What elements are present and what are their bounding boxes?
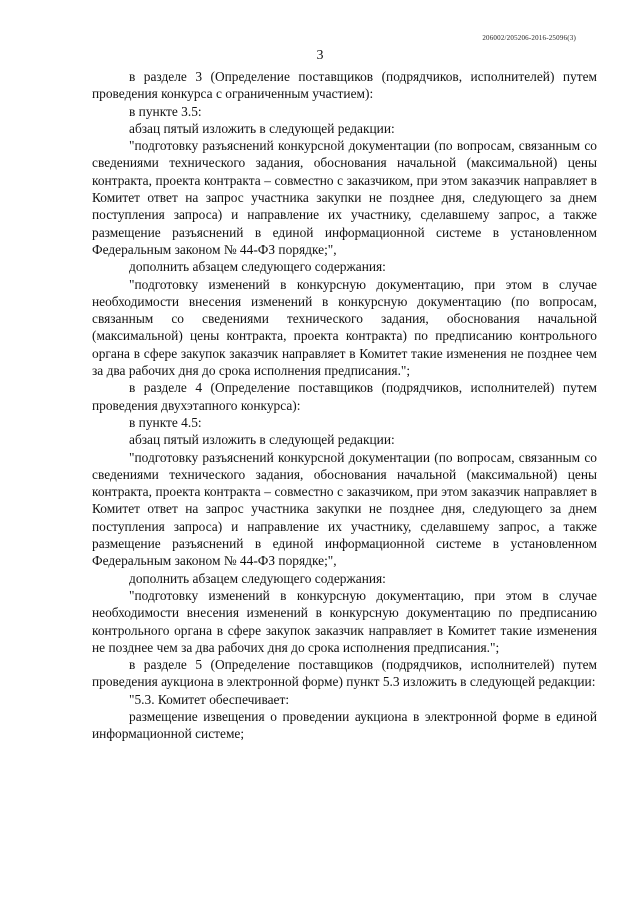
paragraph-clarifications-quote: "подготовку разъяснений конкурсной документации (по вопросам, связанным со сведениями технического задания, обоснования начальной (максимальной) цены контракта, проекта контракта – совместно с заказчиком, при этом заказчик направляет в Комитет ответ на запрос участника закупки не позднее дня, следующего за днем поступления запроса) и направление их участнику, сделавшему запрос, а также размещение разъяснений в единой информационной системе в установленном Федеральным законом № 44-ФЗ порядке;", bbox=[92, 138, 597, 257]
paragraph-changes-quote-2: "подготовку изменений в конкурсную документацию, при этом в случае необходимости внесения изменений в конкурсную документацию по предписанию контрольного органа в сфере закупок заказчик направляет в Комитет такие изменения не позднее чем за два рабочих дня до срока исполнения предписания."; bbox=[92, 587, 597, 655]
paragraph-section-4-intro: в разделе 4 (Определение поставщиков (подрядчиков, исполнителей) путем проведения двухэтапного конкурса): bbox=[92, 380, 597, 413]
document-body bbox=[92, 68, 597, 743]
paragraph-changes-quote: "подготовку изменений в конкурсную документацию, при этом в случае необходимости внесения изменений в конкурсную документацию (по вопросам, связанным со сведениями технического задания, обоснования начальной (максимальной) цены контракта, проекта контракта) по предписанию контрольного органа в сфере закупок заказчик направляет в Комитет такие изменения не позднее чем за два рабочих дня до срока исполнения предписания."; bbox=[92, 276, 597, 379]
paragraph-point-3-5: в пункте 3.5: bbox=[129, 103, 202, 119]
paragraph-add-abzac-2: дополнить абзацем следующего содержания: bbox=[129, 570, 386, 586]
paragraph-abzac-5-edit-2: абзац пятый изложить в следующей редакции: bbox=[129, 432, 395, 448]
document-id: 206002/205206-2016-25096(3) bbox=[482, 34, 576, 42]
paragraph-add-abzac: дополнить абзацем следующего содержания: bbox=[129, 259, 386, 275]
page-number: 3 bbox=[316, 48, 324, 63]
paragraph-notice-placement: размещение извещения о проведении аукциона в электронной форме в единой информационной системе; bbox=[92, 708, 597, 742]
paragraph-point-5-3: "5.3. Комитет обеспечивает: bbox=[129, 691, 290, 707]
paragraph-section-5-intro: в разделе 5 (Определение поставщиков (подрядчиков, исполнителей) путем проведения аукциона в электронной форме) пункт 5.3 изложить в следующей редакции: bbox=[92, 657, 597, 690]
paragraph-section-3-intro: в разделе 3 (Определение поставщиков (подрядчиков, исполнителей) путем проведения конкурса с ограниченным участием): bbox=[92, 69, 597, 102]
paragraph-clarifications-quote-2: "подготовку разъяснений конкурсной документации (по вопросам, связанным со сведениями технического задания, обоснования начальной (максимальной) цены контракта, проекта контракта – совместно с заказчиком, при этом заказчик направляет в Комитет ответ на запрос участника закупки не позднее дня, следующего за днем поступления запроса) и направление их участнику, сделавшему запрос, а также размещение разъяснений в единой информационной системе в установленном Федеральным законом № 44-ФЗ порядке;", bbox=[92, 449, 597, 569]
paragraph-point-4-5: в пункте 4.5: bbox=[129, 414, 202, 430]
paragraph-abzac-5-edit: абзац пятый изложить в следующей редакции: bbox=[129, 120, 395, 136]
